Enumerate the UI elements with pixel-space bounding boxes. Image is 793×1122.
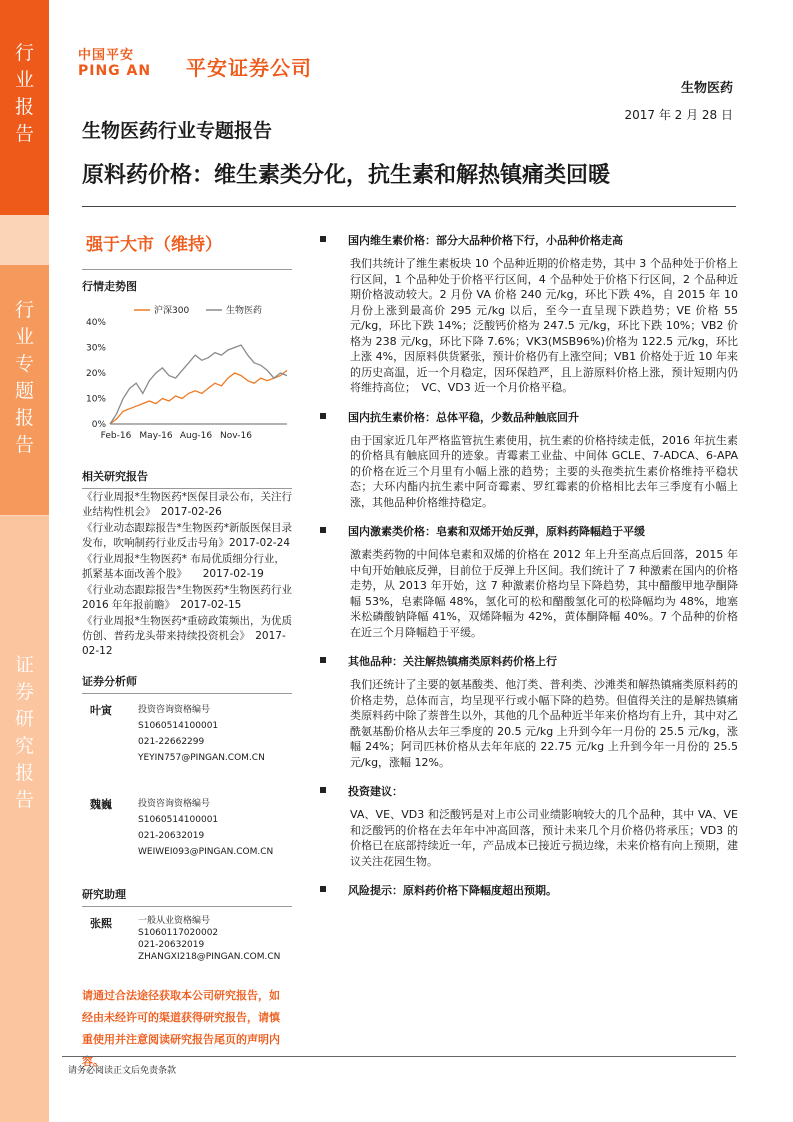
rating: 强于大市（维持） xyxy=(86,235,222,255)
series-line-0 xyxy=(110,370,287,424)
related-report-item[interactable]: 《行业周报*生物医药*重磅政策频出，为优质仿创、普药龙头带来持续投资机会》 2017-02-12 xyxy=(82,615,292,657)
side-label-char: 券 xyxy=(14,681,34,703)
analysts-title: 证券分析师 xyxy=(82,673,292,694)
legal-notice: 请通过合法途径获取本公司研究报告，如经由未经许可的渠道获得研究报告，请慎重使用并注意阅读研究报告尾页的声明内容。 xyxy=(82,989,280,1068)
section-heading: 国内维生素价格：部分大品种价格下行，小品种价格走高 xyxy=(318,232,738,248)
section-text: VA、VE、VD3 和泛酸钙是对上市公司业绩影响较大的几个品种，其中 VA、VE 和泛酸钙的价格在去年年中冲高回落，预计未来几个月价格仍将承压；VD3 的价格已在底部持续近一年，产品成本已接近亏损边缘，未来价格有向上预期，建议关注花园生物。 xyxy=(350,808,738,868)
side-label-char: 行 xyxy=(14,42,34,64)
side-band-low xyxy=(0,516,49,1122)
legend-label: 生物医药 xyxy=(226,306,263,316)
section-risk xyxy=(318,882,738,898)
side-label-char: 行 xyxy=(14,299,34,321)
analyst-card xyxy=(82,796,292,882)
assistant-cert-label: 一般从业资格编号 xyxy=(138,916,211,926)
analyst-cert-label: 投资咨询资格编号 xyxy=(138,705,211,715)
assistant-info xyxy=(138,915,280,963)
related-report-item[interactable]: 《行业动态跟踪报告*生物医药*新版医保目录发布，吹响制药行业反击号角》2017-02-24 xyxy=(82,522,292,549)
section-investment-advice xyxy=(318,783,738,869)
logo-cn: 中国平安 xyxy=(78,48,135,63)
section-vitamins xyxy=(318,232,738,396)
related-reports-title: 相关研究报告 xyxy=(82,468,292,489)
analyst-info xyxy=(138,702,265,766)
side-label-char: 报 xyxy=(14,762,34,784)
assistant-card xyxy=(82,915,292,973)
side-label-char: 题 xyxy=(14,380,34,402)
series-line-1 xyxy=(110,345,287,424)
analyst-card xyxy=(82,702,292,788)
page-title: 原料药价格：维生素类分化，抗生素和解热镇痛类回暖 xyxy=(82,163,611,188)
assistant-title: 研究助理 xyxy=(82,886,292,907)
y-tick-label: 30% xyxy=(85,343,106,354)
analyst-phone: 021-20632019 xyxy=(138,831,205,841)
side-label-char: 告 xyxy=(14,789,34,811)
related-report-item[interactable]: 《行业动态跟踪报告*生物医药*生物医药行业 2016 年年报前瞻》 2017-02-15 xyxy=(82,584,292,611)
y-tick-label: 40% xyxy=(85,318,106,328)
side-label-char: 研 xyxy=(14,708,34,730)
related-report-item[interactable]: 《行业周报*生物医药*医保目录公布，关注行业结构性机会》 2017-02-26 xyxy=(82,491,292,518)
side-label-char: 业 xyxy=(14,326,34,348)
title-divider xyxy=(82,206,736,207)
left-column xyxy=(82,222,292,1073)
section-heading: 国内抗生素价格：总体平稳，少数品种触底回升 xyxy=(318,409,738,425)
side-band-mid xyxy=(0,265,49,515)
report-type: 生物医药行业专题报告 xyxy=(82,120,273,142)
section-text: 我们共统计了维生素板块 10 个品种近期的价格走势，其中 3 个品种处于价格上行区间，1 个品种处于价格平行区间，4 个品种处于价格下行区间，2 个品种近期价格波动较大。2 月份 VA 价格 240 元/kg，环比下跌 4%，自 2015 年 10 月份上涨到最高价 295 元/kg 以后，至今一直呈现下跌趋势；VE 价格 55 元/kg，环比下跌 14%；泛酸钙价格为 247.5 元/kg，环比下跌 10%；VB2 价格为 238 元/kg，环比下降 7.6%；VK3(MSB96%)价格为 122.5 元/kg，环比上涨 4%，因原料供货紧张，预计价格仍有上涨空间；VB1 价格处于近 10 年来的历史高温，近一个月稳定，因环保趋严，且上游原料价格上涨，预计短期内仍将维持高位； VC、VD3 近一个月价格平稳。 xyxy=(350,257,738,394)
side-label-char: 业 xyxy=(14,69,34,91)
x-tick-label: Feb-16 xyxy=(100,431,132,441)
company-name: 平安证券公司 xyxy=(186,56,312,80)
footer-disclaimer: 请务必阅读正文后免责条款 xyxy=(68,1066,177,1076)
side-band-top xyxy=(0,0,49,215)
section-hormones xyxy=(318,523,738,640)
assistant-phone: 021-20632019 xyxy=(138,940,205,950)
section-others xyxy=(318,653,738,770)
assistant-cert: S1060117020002 xyxy=(138,928,219,938)
analyst-cert: S1060514100001 xyxy=(138,721,219,731)
related-reports-list xyxy=(82,490,292,659)
y-tick-label: 10% xyxy=(85,394,106,405)
side-label-char: 究 xyxy=(14,735,34,757)
logo-en: PING AN xyxy=(78,63,152,79)
side-label-char: 告 xyxy=(14,123,34,145)
side-label-char: 报 xyxy=(14,96,34,118)
analyst-name: 叶寅 xyxy=(90,704,112,717)
analyst-email[interactable]: YEYIN757@PINGAN.COM.CN xyxy=(138,753,265,763)
section-heading: 风险提示：原料药价格下降幅度超出预期。 xyxy=(318,882,738,898)
side-label-char: 专 xyxy=(14,353,34,375)
sector-label: 生物医药 xyxy=(680,81,733,96)
report-date: 2017 年 2 月 28 日 xyxy=(624,108,733,122)
section-antibiotics xyxy=(318,409,738,511)
section-text: 我们还统计了主要的氨基酸类、他汀类、普利类、沙滩类和解热镇痛类原料药的价格走势，总体而言，均呈现平行或小幅下降的趋势。但值得关注的是解热镇痛类原料药中除了萘普生以外，其他的几个品种近半年来价格均有上升，其中对乙酰氨基酚价格从去年三季度的 20.5 元/kg 上升到今年一月份的 25.5 元/kg，涨幅 24%；阿司匹林价格从去年年底的 22.75 元/kg 上升到今年一月份的 25.5 元/kg，涨幅 12%。 xyxy=(350,678,738,769)
footer-divider xyxy=(62,1056,736,1057)
assistant-email[interactable]: ZHANGXI218@PINGAN.COM.CN xyxy=(138,952,281,962)
side-label-char: 报 xyxy=(14,407,34,429)
price-trend-chart-svg xyxy=(82,298,292,448)
section-text: 由于国家近几年严格监管抗生素使用，抗生素的价格持续走低，2016 年抗生素的价格具有触底回升的迹象。青霉素工业盐、中间体 GCLE、7-ADCA、6-APA 的价格在近三个月里有小幅上涨的趋势；主要的头孢类抗生素价格维持平稳状态；大环内酯内抗生素中阿奇霉素、罗红霉素的价格相比去年三季度有小幅上涨，其他品种价格维持稳定。 xyxy=(350,433,738,509)
side-label-char: 告 xyxy=(14,434,34,456)
section-heading: 投资建议： xyxy=(318,783,738,799)
section-heading: 国内激素类价格：皂素和双烯开始反弹，原料药降幅趋于平缓 xyxy=(318,523,738,539)
x-tick-label: May-16 xyxy=(139,431,173,441)
x-tick-label: Nov-16 xyxy=(219,431,253,441)
analyst-info xyxy=(138,796,273,860)
section-text: 激素类药物的中间体皂素和双烯的价格在 2012 年上升至高点后回落，2015 年中旬开始触底反弹，目前位于反弹上升区间。我们统计了 7 种激素在国内的价格走势，从 2013 年开始，这 7 种激素价格均呈下降趋势，其中醋酸甲地孕酮降幅 53%，皂素降幅 48%，氢化可的松和醋酸氢化可的松降幅均为 48%，地塞米松磷酸钠降幅 41%，双烯降幅为 42%，黄体酮降幅 40%。7 个品种的价格在近三个月降幅趋于平缓。 xyxy=(350,548,738,639)
assistant-name: 张熙 xyxy=(90,917,112,930)
side-label-char: 证 xyxy=(14,654,34,676)
y-tick-label: 20% xyxy=(85,369,106,379)
analyst-cert: S1060514100001 xyxy=(138,815,219,825)
side-label-topic-report xyxy=(0,297,49,459)
side-label-securities-research xyxy=(0,652,49,814)
chart-section-title: 行情走势图 xyxy=(82,280,137,293)
analyst-phone: 021-22662299 xyxy=(138,737,205,747)
x-tick-label: Aug-16 xyxy=(179,431,213,441)
analyst-name: 魏巍 xyxy=(90,798,112,811)
y-tick-label: 0% xyxy=(91,420,106,430)
related-report-item[interactable]: 《行业周报*生物医药* 布局优质细分行业，抓紧基本面改善个股》 2017-02-19 xyxy=(82,553,285,580)
price-trend-chart xyxy=(82,298,292,448)
rating-divider xyxy=(82,269,292,270)
analyst-cert-label: 投资咨询资格编号 xyxy=(138,799,211,809)
pingan-logo xyxy=(78,44,151,79)
section-heading: 其他品种：关注解热镇痛类原料药价格上行 xyxy=(318,653,738,669)
legend-label: 沪深300 xyxy=(154,306,190,316)
right-column xyxy=(318,232,738,911)
side-label-industry-report xyxy=(0,40,49,148)
analyst-email[interactable]: WEIWEI093@PINGAN.COM.CN xyxy=(138,847,274,857)
